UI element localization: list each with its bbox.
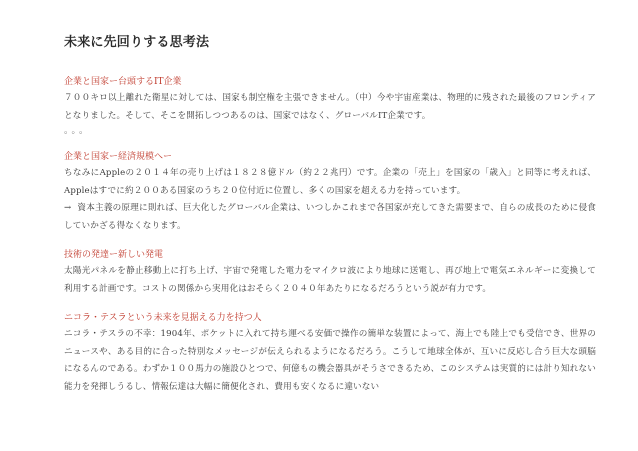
section-heading: ニコラ・テスラという未来を見据える力を持つ人	[64, 313, 262, 323]
arrow-right-icon: →	[64, 203, 72, 213]
section-heading: 技術の発達ー新しい発電	[64, 250, 164, 260]
arrow-paragraph	[64, 200, 596, 235]
section-it-companies	[64, 74, 596, 137]
section-paragraph: ちなみにAppleの２０１４年の売り上げは１８２８億ドル（約２２兆円）です。企業の「売上」を国家の「歳入」と同等に考えれば、Appleはすでに約２００ある国家のうち２０位付近に位置し、多くの国家を超える力を持っています。	[64, 168, 596, 196]
section-paragraph: ７００キロ以上離れた衛星に対しては、国家も制空権を主張できません。（中）今や宇宙産業は、物理的に残された最後のフロンティアとなりました。そして、そこを開拓しつつあるのは、国家ではなく、グローバルIT企業です。	[64, 93, 596, 121]
section-economic-scale	[64, 149, 596, 235]
section-paragraph: 太陽光パネルを静止移動上に打ち上げ、宇宙で発電した電力をマイクロ波により地球に送電し、再び地上で電気エネルギーに変換して利用する計画です。コストの関係から実用化はおそらく２０４０年あたりになるだろうという説が有力です。	[64, 266, 596, 294]
section-nikola-tesla	[64, 310, 596, 396]
document-page	[64, 34, 596, 408]
section-new-power-generation	[64, 247, 596, 298]
document-title: 未来に先回りする思考法	[64, 35, 210, 50]
section-ellipsis: 。。。	[64, 126, 92, 136]
section-heading: 企業と国家ー台頭するIT企業	[64, 77, 182, 87]
section-paragraph: ニコラ・テスラの不幸：1904年、ポケットに入れて持ち運べる安価で操作の簡単な装置によって、海上でも陸上でも受信でき、世界のニュースや、ある目的に合った特別なメッセージが伝えられるようになるだろう。こうして地球全体が、互いに反応し合う巨大な頭脳になるんのである。わずか１００馬力の施設ひとつで、何億もの機会器具がそうさできるため、このシステムは実質的には計り知れない能力を発揮しうるし、情報伝達は大幅に簡便化され、費用も安くなるに違いない	[64, 329, 596, 392]
arrow-paragraph-text: 資本主義の原理に則れば、巨大化したグローバル企業は、いつしかこれまで各国家が充してきた需要まで、自らの成長のために侵食していかざる得なくなります。	[64, 203, 596, 231]
section-heading: 企業と国家ー経済規模へー	[64, 152, 173, 162]
